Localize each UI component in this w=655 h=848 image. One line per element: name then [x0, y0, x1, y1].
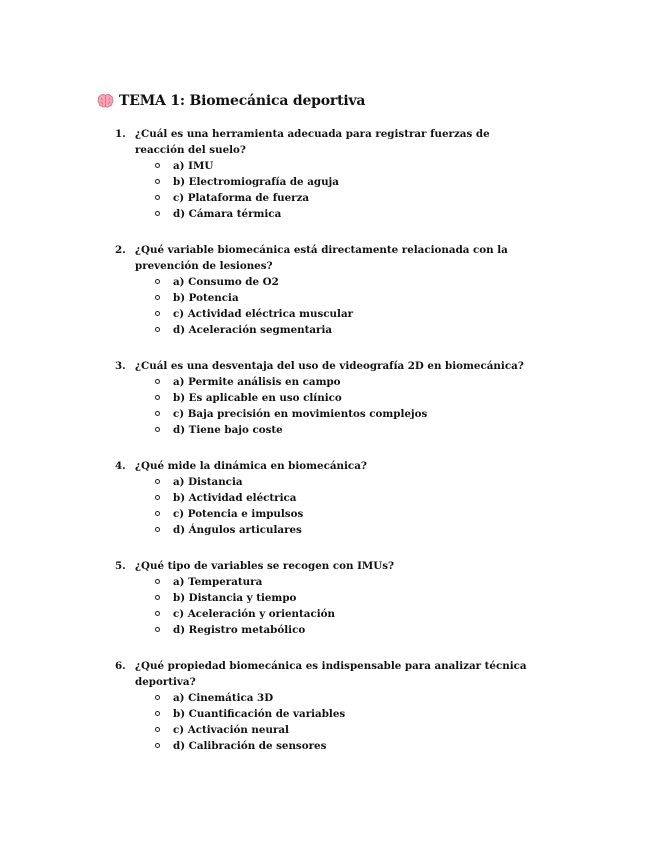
answer-option — [135, 690, 615, 706]
answer-options — [135, 374, 615, 438]
hollow-bullet-icon — [155, 627, 160, 632]
answer-option — [135, 390, 615, 406]
hollow-bullet-icon — [155, 379, 160, 384]
answer-option-text: d) Calibración de sensores — [173, 740, 327, 752]
answer-option — [135, 738, 615, 754]
question-list — [97, 126, 615, 754]
answer-option — [135, 506, 615, 522]
answer-option — [135, 590, 615, 606]
hollow-bullet-icon — [155, 163, 160, 168]
answer-option-text: c) Aceleración y orientación — [173, 608, 335, 620]
question-item — [97, 358, 615, 438]
hollow-bullet-icon — [155, 595, 160, 600]
hollow-bullet-icon — [155, 479, 160, 484]
answer-option-text: a) Permite análisis en campo — [173, 376, 341, 388]
hollow-bullet-icon — [155, 611, 160, 616]
question-item — [97, 458, 615, 538]
question-number: 5. — [115, 560, 126, 572]
hollow-bullet-icon — [155, 279, 160, 284]
answer-option-text: a) IMU — [173, 160, 214, 172]
hollow-bullet-icon — [155, 411, 160, 416]
question-text: ¿Cuál es una desventaja del uso de videografía 2D en biomecánica? — [135, 360, 524, 372]
question-text: ¿Qué propiedad biomecánica es indispensable para analizar técnica deportiva? — [135, 660, 527, 688]
hollow-bullet-icon — [155, 327, 160, 332]
answer-option-text: c) Potencia e impulsos — [173, 508, 304, 520]
question-number: 4. — [115, 460, 126, 472]
answer-option-text: b) Es aplicable en uso clínico — [173, 392, 342, 404]
answer-option-text: a) Consumo de O2 — [173, 276, 279, 288]
hollow-bullet-icon — [155, 695, 160, 700]
question-text: ¿Cuál es una herramienta adecuada para registrar fuerzas de reacción del suelo? — [135, 128, 490, 156]
hollow-bullet-icon — [155, 295, 160, 300]
answer-option-text: d) Registro metabólico — [173, 624, 306, 636]
answer-options — [135, 474, 615, 538]
question-item — [97, 558, 615, 638]
answer-option — [135, 422, 615, 438]
answer-option — [135, 174, 615, 190]
answer-option — [135, 490, 615, 506]
answer-option — [135, 322, 615, 338]
question-text: ¿Qué tipo de variables se recogen con IMUs? — [135, 560, 395, 572]
answer-option — [135, 190, 615, 206]
answer-option — [135, 722, 615, 738]
hollow-bullet-icon — [155, 527, 160, 532]
answer-option-text: a) Distancia — [173, 476, 243, 488]
answer-option-text: b) Actividad eléctrica — [173, 492, 297, 504]
answer-option-text: a) Temperatura — [173, 576, 263, 588]
answer-option-text: a) Cinemática 3D — [173, 692, 274, 704]
question-number: 1. — [115, 128, 126, 140]
answer-option — [135, 706, 615, 722]
hollow-bullet-icon — [155, 495, 160, 500]
hollow-bullet-icon — [155, 743, 160, 748]
answer-option-text: c) Plataforma de fuerza — [173, 192, 310, 204]
question-number: 2. — [115, 244, 126, 256]
question-item — [97, 126, 615, 222]
hollow-bullet-icon — [155, 395, 160, 400]
hollow-bullet-icon — [155, 727, 160, 732]
question-item — [97, 658, 615, 754]
answer-option-text: b) Cuantificación de variables — [173, 708, 346, 720]
answer-option — [135, 406, 615, 422]
answer-option-text: b) Distancia y tiempo — [173, 592, 297, 604]
answer-option — [135, 306, 615, 322]
hollow-bullet-icon — [155, 427, 160, 432]
hollow-bullet-icon — [155, 579, 160, 584]
answer-option-text: d) Tiene bajo coste — [173, 424, 283, 436]
hollow-bullet-icon — [155, 179, 160, 184]
question-item — [97, 242, 615, 338]
answer-option-text: c) Actividad eléctrica muscular — [173, 308, 354, 320]
section-heading — [97, 91, 615, 111]
page-title: TEMA 1: Biomecánica deportiva — [119, 93, 366, 109]
answer-option-text: b) Electromiografía de aguja — [173, 176, 339, 188]
answer-options — [135, 274, 615, 338]
answer-option-text: b) Potencia — [173, 292, 239, 304]
hollow-bullet-icon — [155, 311, 160, 316]
answer-option — [135, 206, 615, 222]
answer-option — [135, 574, 615, 590]
hollow-bullet-icon — [155, 511, 160, 516]
answer-option-text: d) Aceleración segmentaria — [173, 324, 333, 336]
brain-icon — [97, 93, 114, 109]
answer-options — [135, 690, 615, 754]
answer-option — [135, 158, 615, 174]
answer-option-text: c) Activación neural — [173, 724, 289, 736]
answer-option-text: c) Baja precisión en movimientos complejos — [173, 408, 428, 420]
answer-options — [135, 158, 615, 222]
answer-option — [135, 522, 615, 538]
answer-options — [135, 574, 615, 638]
question-text: ¿Qué mide la dinámica en biomecánica? — [135, 460, 367, 472]
answer-option-text: d) Ángulos articulares — [173, 524, 302, 536]
hollow-bullet-icon — [155, 211, 160, 216]
question-text: ¿Qué variable biomecánica está directamente relacionada con la prevención de lesiones? — [135, 244, 508, 272]
answer-option — [135, 622, 615, 638]
hollow-bullet-icon — [155, 195, 160, 200]
answer-option — [135, 274, 615, 290]
answer-option — [135, 606, 615, 622]
question-number: 3. — [115, 360, 126, 372]
answer-option — [135, 290, 615, 306]
answer-option — [135, 374, 615, 390]
hollow-bullet-icon — [155, 711, 160, 716]
question-number: 6. — [115, 660, 126, 672]
answer-option-text: d) Cámara térmica — [173, 208, 282, 220]
answer-option — [135, 474, 615, 490]
